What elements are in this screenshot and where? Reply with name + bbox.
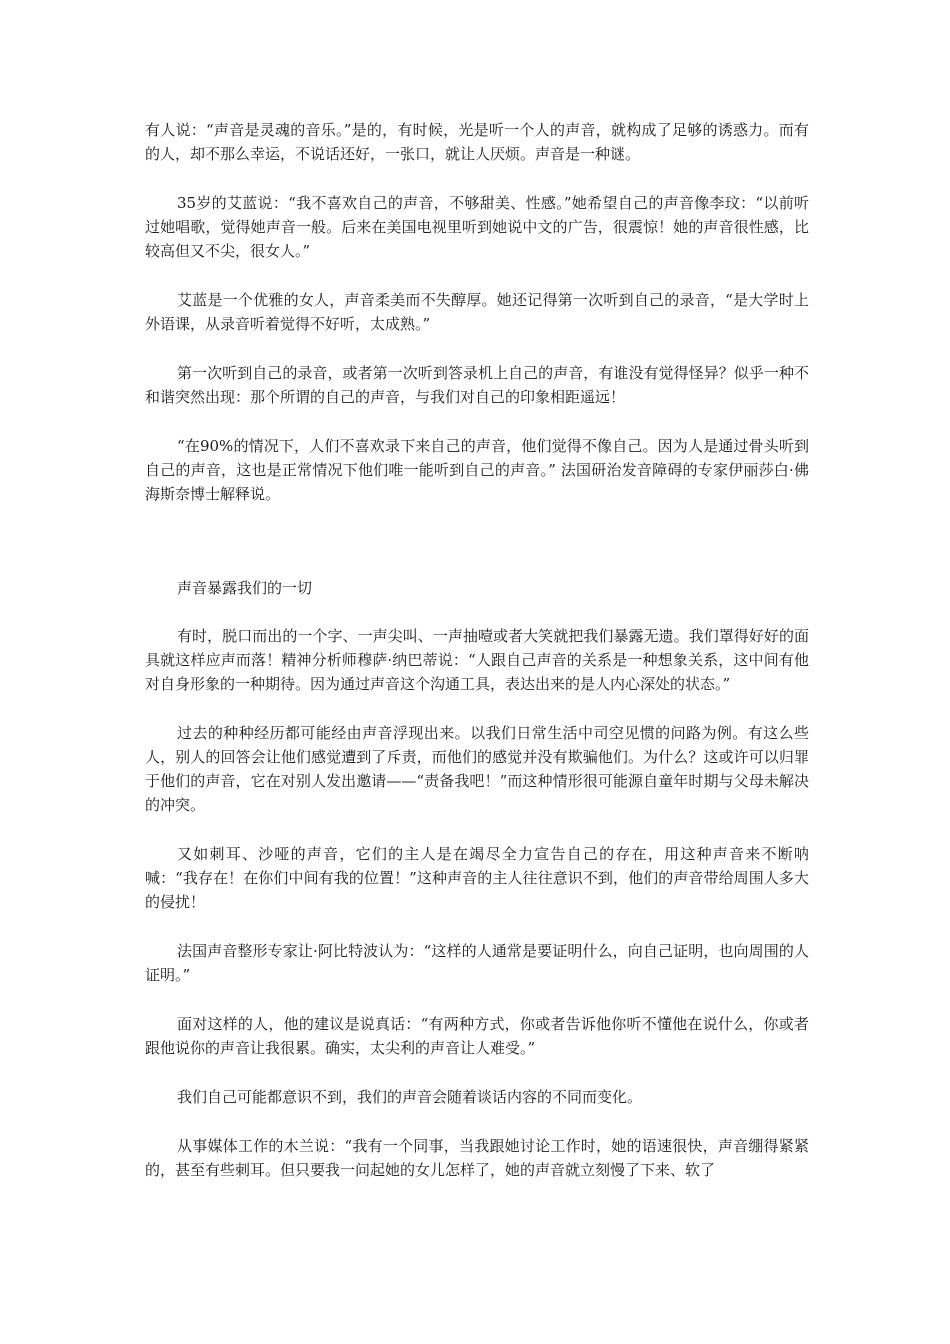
paragraph-abitbol-opinion: 法国声音整形专家让·阿比特波认为：“这样的人通常是要证明什么，向自己证明，也向周围的人证明。” (145, 942, 809, 984)
paragraph-past-experiences: 过去的种种经历都可能经由声音浮现出来。以我们日常生活中司空见惯的问路为例。有这么些人，别人的回答会让他们感觉遭到了斥责，而他们的感觉并没有欺骗他们。为什么？这或许可以归罪于他们的声音，它在对别人发出邀请——“责备我吧！”而这种情形很可能源自童年时期与父母未解决的冲突。 (145, 724, 809, 814)
section-heading: 声音暴露我们的一切 (177, 579, 313, 597)
paragraph-ailan-recording: 艾蓝是一个优雅的女人，声音柔美而不失醇厚。她还记得第一次听到自己的录音，“是大学时上外语课，从录音听着觉得不好听，太成熟。” (145, 291, 809, 333)
paragraph-voice-exposes: 有时，脱口而出的一个字、一声尖叫、一声抽噎或者大笑就把我们暴露无遗。我们罩得好好的面具就这样应声而落！精神分析师穆萨·纳巴蒂说：“人跟自己声音的关系是一种想象关系，这中间有他对自身形象的一种期待。因为通过声音这个沟通工具，表达出来的是人内心深处的状态。” (145, 627, 809, 693)
paragraph-ailan-quote: 35岁的艾蓝说：“我不喜欢自己的声音，不够甜美、性感。”她希望自己的声音像李玟：“以前听过她唱歌，觉得她声音一般。后来在美国电视里听到她说中文的广告，很震惊！她的声音很性感，比较高但又不尖，很女人。” (145, 194, 809, 260)
paragraph-intro: 有人说：“声音是灵魂的音乐。”是的，有时候，光是听一个人的声音，就构成了足够的诱惑力。而有的人，却不那么幸运，不说话还好，一张口，就让人厌烦。声音是一种谜。 (145, 121, 809, 163)
paragraph-expert-explanation: “在90%的情况下，人们不喜欢录下来自己的声音，他们觉得不像自己。因为人是通过骨头听到自己的声音，这也是正常情况下他们唯一能听到自己的声音。” 法国研治发音障碍的专家伊丽莎白·佛海斯奈博士解释说。 (145, 437, 809, 503)
paragraph-first-recording: 第一次听到自己的录音，或者第一次听到答录机上自己的声音，有谁没有觉得怪异？似乎一种不和谐突然出现：那个所谓的自己的声音，与我们对自己的印象相距遥远！ (145, 364, 809, 406)
paragraph-tell-truth: 面对这样的人，他的建议是说真话：“有两种方式，你或者告诉他你听不懂他在说什么，你或者跟他说你的声音让我很累。确实，太尖利的声音让人难受。” (145, 1015, 809, 1057)
paragraph-harsh-voices: 又如刺耳、沙哑的声音，它们的主人是在竭尽全力宣告自己的存在，用这种声音来不断呐喊：“我存在！在你们中间有我的位置！”这种声音的主人往往意识不到，他们的声音带给周围人多大的侵扰！ (145, 845, 809, 911)
document-page (145, 118, 809, 1207)
paragraph-voice-changes: 我们自己可能都意识不到，我们的声音会随着谈话内容的不同而变化。 (177, 1088, 643, 1106)
paragraph-mulan-colleague: 从事媒体工作的木兰说：“我有一个同事，当我跟她讨论工作时，她的语速很快，声音绷得紧紧的，甚至有些刺耳。但只要我一问起她的女儿怎样了，她的声音就立刻慢了下来、软了 (145, 1137, 809, 1179)
